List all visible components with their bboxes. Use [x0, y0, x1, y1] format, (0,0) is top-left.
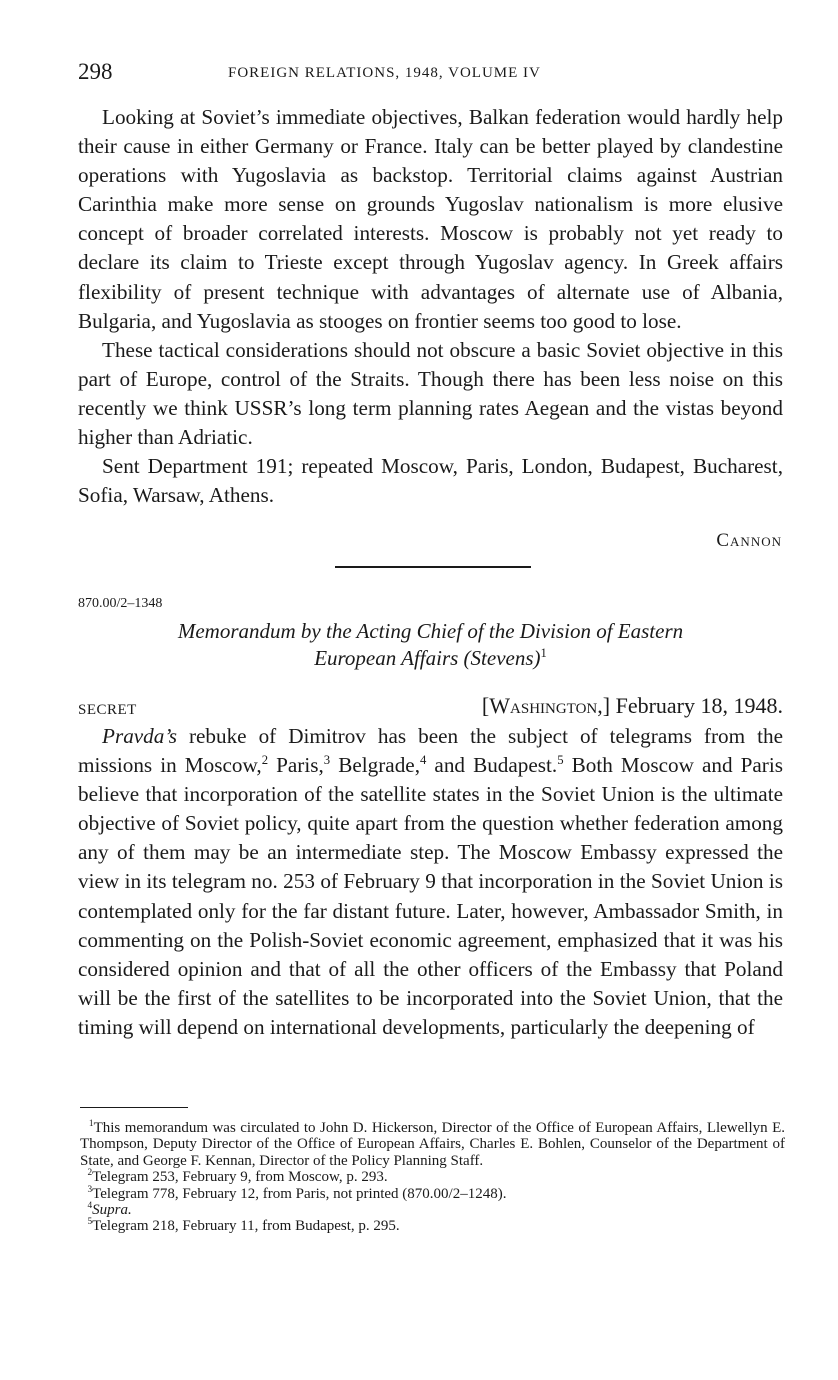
title-line-1: Memorandum by the Acting Chief of the Division of Eastern	[177, 619, 684, 643]
footnotes	[80, 1120, 785, 1235]
title-line-2-wrap	[78, 645, 783, 672]
signature: Cannon	[716, 530, 782, 551]
footnote-ref[interactable]: 2	[261, 753, 269, 768]
pravda-italic: Pravda’s	[102, 724, 177, 748]
paragraph: These tactical considerations should not obscure a basic Soviet objective in this part of Europe, control of the Straits. Though there has been less noise on this recently we think USSR’s long term planning rates Aegean and the vistas beyond higher than Adriatic.	[78, 337, 783, 450]
title-line-2: European Affairs (Stevens)	[314, 646, 541, 670]
footnote-mark: 4	[87, 1201, 93, 1212]
page-number: 298	[78, 59, 113, 84]
classification-label: SECRET	[78, 702, 137, 718]
footnote-mark: 3	[87, 1184, 93, 1195]
paragraph: Sent Department 191; repeated Moscow, Paris, London, Budapest, Bucharest, Sofia, Warsaw, Athens.	[78, 454, 783, 508]
file-number: 870.00/2–1348	[78, 596, 163, 611]
footnote-divider	[80, 1107, 188, 1108]
paragraph: Looking at Soviet’s immediate objectives, Balkan federation would hardly help their cause in either Germany or France. Italy can be better played by clandestine operations with Yugoslavia as backstop. Territorial claims against Austrian Carinthia make more sense on grounds Yugoslav nationalism is more elusive concept of broader correlated interests. Moscow is probably not yet ready to declare its claim to Trieste except through Yugoslav agency. In Greek affairs flexibility of present technique with advantages of alternate use of Albania, Bulgaria, and Yugoslavia as stooges on frontier seems too good to lose.	[78, 105, 783, 333]
footnote-mark: 1	[88, 1119, 94, 1129]
footnote-ref[interactable]: 4	[420, 753, 427, 768]
footnote-ref[interactable]: 5	[557, 753, 564, 768]
dateline-date: February 18, 1948.	[615, 693, 783, 718]
continued-telegram-text	[78, 103, 783, 510]
footnote-mark: 2	[87, 1168, 93, 1179]
running-head: FOREIGN RELATIONS, 1948, VOLUME IV	[228, 65, 541, 81]
footnote-ref[interactable]: 3	[323, 753, 331, 768]
footnote-ref[interactable]: 1	[540, 646, 547, 660]
document-title	[78, 618, 783, 672]
dateline: [Washington,] February 18, 1948.	[481, 693, 783, 718]
footnote: $^2$Telegram 253, February 9, from Moscow, p. 293.	[87, 1168, 388, 1186]
memo-paragraph: Pravda’s rebuke of Dimitrov has been the subject of telegrams from the missions in Moscow,$^2$ Paris,$^3$ Belgrade,$^4$ and Budapest.$^5$ Both Moscow and Paris believe that incorporation of the satellite states in the Soviet Union is the ultimate objective of Soviet policy, quite apart from the question whether federation among any of them may be an intermediate step. The Moscow Embassy expressed the view in its telegram no. 253 of February 9 that incorporation in the Soviet Union is contemplated only for the far distant future. Later, however, Ambassador Smith, in commenting on the Polish-Soviet economic agreement, emphasized that it was his considered opinion and that of all the other officers of the Embassy that Poland will be the first of the satellites to be incorporated into the Soviet Union, that the timing will depend on international developments, particularly the deepening of	[78, 724, 783, 1039]
footnote: $^1$This memorandum was circulated to John D. Hickerson, Director of the Office of European Affairs, Llewellyn E. Thompson, Deputy Director of the Office of European Affairs, Charles E. Bohlen, Counselor of the Department of State, and George F. Kennan, Director of the Policy Planning Staff.	[80, 1119, 786, 1169]
footnote: $^4$Supra.	[87, 1201, 132, 1219]
footnote: $^5$Telegram 218, February 11, from Budapest, p. 295.	[87, 1217, 400, 1235]
footnote: $^3$Telegram 778, February 12, from Paris, not printed (870.00/2–1248).	[87, 1184, 507, 1202]
page-header	[78, 58, 783, 88]
memorandum-body	[78, 722, 783, 1042]
dateline-place: Washington,	[489, 693, 603, 718]
footnote-mark: 5	[87, 1217, 93, 1228]
section-divider	[335, 566, 531, 568]
